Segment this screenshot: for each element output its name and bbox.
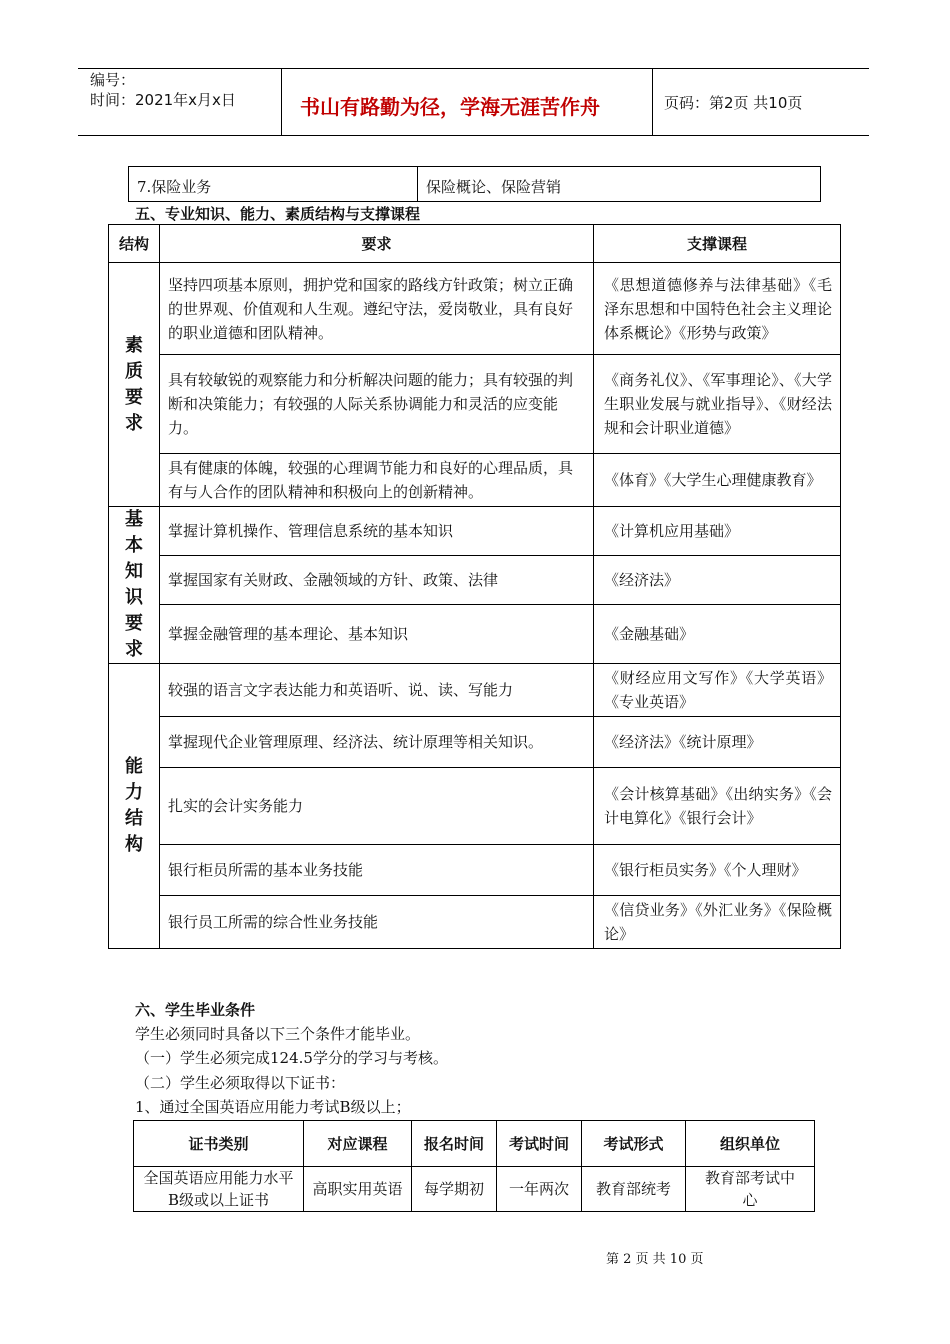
cert-col-exam-time: 考试时间 xyxy=(497,1121,582,1167)
table-row xyxy=(109,555,841,604)
header-divider-right xyxy=(652,69,653,135)
course-cell: 《经济法》《统计原理》 xyxy=(594,717,841,768)
section6-title: 六、学生毕业条件 xyxy=(135,1001,256,1019)
header-top-rule xyxy=(78,68,869,69)
cert-course-cell: 高职实用英语 xyxy=(304,1167,412,1212)
cert-category-cell: 全国英语应用能力水平B级或以上证书 xyxy=(134,1167,304,1212)
footer-page-number: 第 2 页 共 10 页 xyxy=(606,1252,704,1267)
table-row xyxy=(109,845,841,896)
header-time-label: 时间：2021年x月x日 xyxy=(90,91,236,109)
section5-title: 五、专业知识、能力、素质结构与支撑课程 xyxy=(135,205,421,223)
requirement-cell: 银行员工所需的综合性业务技能 xyxy=(160,896,594,949)
table-row xyxy=(109,768,841,845)
header-number-label: 编号： xyxy=(90,71,136,89)
course-cell: 《财经应用文写作》《大学英语》《专业英语》 xyxy=(594,664,841,717)
course-cell: 《会计核算基础》《出纳实务》《会计电算化》《银行会计》 xyxy=(594,768,841,845)
insurance-row-table xyxy=(128,166,821,202)
requirement-cell: 具有较敏锐的观察能力和分析解决问题的能力；具有较强的判断和决策能力；有较强的人际关系协调能力和灵活的应变能力。 xyxy=(160,355,594,454)
course-cell: 《商务礼仪》、《军事理论》、《大学生职业发展与就业指导》、《财经法规和会计职业道德》 xyxy=(594,355,841,454)
header-bottom-rule xyxy=(78,135,869,136)
cert-exam-form-cell: 教育部统考 xyxy=(582,1167,686,1212)
certificate-table xyxy=(133,1120,815,1212)
table-row xyxy=(109,355,841,454)
graduation-english-condition: 1、通过全国英语应用能力考试B级以上； xyxy=(135,1098,411,1116)
table-row xyxy=(109,507,841,556)
cert-exam-time-cell: 一年两次 xyxy=(497,1167,582,1212)
cert-organizer-cell: 教育部考试中心 xyxy=(686,1167,815,1212)
header-motto: 书山有路勤为径，学海无涯苦作舟 xyxy=(300,95,600,119)
requirement-cell: 较强的语言文字表达能力和英语听、说、读、写能力 xyxy=(160,664,594,717)
structure-table-header xyxy=(109,225,841,263)
cert-col-register-time: 报名时间 xyxy=(412,1121,497,1167)
group-label-ability: 能力结构 xyxy=(109,664,160,949)
col-courses-header: 支撑课程 xyxy=(594,225,841,263)
course-cell: 《计算机应用基础》 xyxy=(594,507,841,556)
requirement-cell: 掌握国家有关财政、金融领域的方针、政策、法律 xyxy=(160,555,594,604)
col-requirement-header: 要求 xyxy=(160,225,594,263)
course-cell: 《体育》《大学生心理健康教育》 xyxy=(594,454,841,507)
requirement-cell: 银行柜员所需的基本业务技能 xyxy=(160,845,594,896)
col-structure-header: 结构 xyxy=(109,225,160,263)
requirement-cell: 掌握现代企业管理原理、经济法、统计原理等相关知识。 xyxy=(160,717,594,768)
graduation-certificate-condition: （二）学生必须取得以下证书： xyxy=(135,1074,346,1092)
structure-table xyxy=(108,224,841,949)
cert-col-course: 对应课程 xyxy=(304,1121,412,1167)
course-cell: 《经济法》 xyxy=(594,555,841,604)
course-cell: 《思想道德修养与法律基础》《毛泽东思想和中国特色社会主义理论体系概论》《形势与政策》 xyxy=(594,263,841,355)
cert-col-category: 证书类别 xyxy=(134,1121,304,1167)
requirement-cell: 掌握金融管理的基本理论、基本知识 xyxy=(160,604,594,663)
graduation-credit-condition: （一）学生必须完成124.5学分的学习与考核。 xyxy=(135,1049,448,1067)
table-row xyxy=(109,263,841,355)
requirement-cell: 扎实的会计实务能力 xyxy=(160,768,594,845)
requirement-cell: 坚持四项基本原则，拥护党和国家的路线方针政策；树立正确的世界观、价值观和人生观。遵纪守法，爱岗敬业，具有良好的职业道德和团队精神。 xyxy=(160,263,594,355)
table-row xyxy=(134,1167,815,1212)
cert-register-time-cell: 每学期初 xyxy=(412,1167,497,1212)
course-cell: 《银行柜员实务》《个人理财》 xyxy=(594,845,841,896)
header-page-label: 页码：第2页 共10页 xyxy=(664,94,803,112)
table-row xyxy=(109,604,841,663)
course-cell: 《金融基础》 xyxy=(594,604,841,663)
course-cell: 《信贷业务》《外汇业务》《保险概论》 xyxy=(594,896,841,949)
table-row xyxy=(109,717,841,768)
group-label-quality: 素质要求 xyxy=(109,263,160,507)
cert-col-exam-form: 考试形式 xyxy=(582,1121,686,1167)
table-row xyxy=(109,896,841,949)
graduation-intro: 学生必须同时具备以下三个条件才能毕业。 xyxy=(135,1025,421,1043)
table-row xyxy=(109,664,841,717)
requirement-cell: 具有健康的体魄，较强的心理调节能力和良好的心理品质，具有与人合作的团队精神和积极向上的创新精神。 xyxy=(160,454,594,507)
insurance-row-left: 7.保险业务 xyxy=(129,167,418,202)
group-label-knowledge: 基本知识要求 xyxy=(109,507,160,664)
cert-col-organizer: 组织单位 xyxy=(686,1121,815,1167)
table-row xyxy=(109,454,841,507)
certificate-table-header xyxy=(134,1121,815,1167)
insurance-row-right: 保险概论、保险营销 xyxy=(418,167,821,202)
requirement-cell: 掌握计算机操作、管理信息系统的基本知识 xyxy=(160,507,594,556)
header-divider-left xyxy=(281,69,282,135)
